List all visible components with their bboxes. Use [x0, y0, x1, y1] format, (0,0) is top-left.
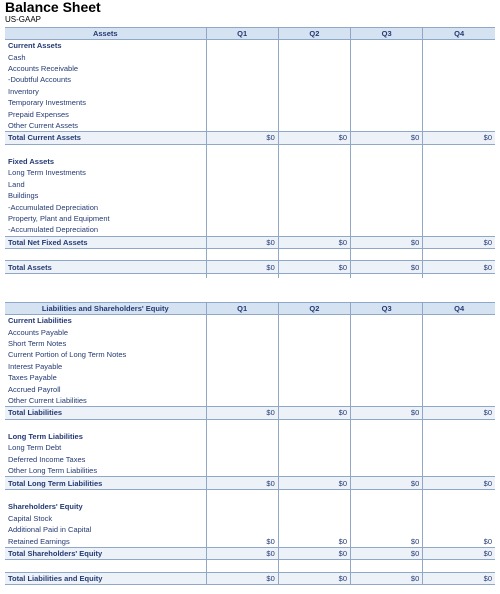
grand-total-row: [5, 572, 495, 584]
grand-total-value: $0: [423, 261, 495, 273]
cell[interactable]: [206, 63, 278, 74]
grand-total-label: Total Liabilities and Equity: [5, 572, 206, 584]
cell[interactable]: [423, 179, 495, 190]
total-value: $0: [351, 407, 423, 419]
cell[interactable]: [278, 315, 350, 327]
cell[interactable]: [278, 213, 350, 224]
cell[interactable]: [278, 97, 350, 108]
section-heading: Current Liabilities: [8, 316, 72, 326]
cell[interactable]: [351, 349, 423, 360]
cell[interactable]: [423, 213, 495, 224]
cell[interactable]: [351, 213, 423, 224]
row-label: Deferred Income Taxes: [8, 454, 86, 464]
row-label: Short Term Notes: [8, 338, 67, 348]
liabilities-header-row: [5, 303, 495, 315]
grand-total-row: [5, 261, 495, 273]
total-value: $0: [423, 477, 495, 489]
section-heading: Fixed Assets: [8, 157, 54, 167]
grand-total-value: $0: [423, 572, 495, 584]
cell[interactable]: [206, 361, 278, 372]
grand-total-value: $0: [351, 572, 423, 584]
cell[interactable]: [278, 201, 350, 212]
cell[interactable]: [423, 86, 495, 97]
table-row: [5, 120, 495, 132]
cell[interactable]: [206, 97, 278, 108]
total-row: [5, 132, 495, 144]
section-heading-row: [5, 501, 495, 512]
total-value: $0: [423, 132, 495, 144]
cell[interactable]: [423, 349, 495, 360]
page-subtitle: US-GAAP: [5, 15, 42, 24]
table-row: [5, 372, 495, 383]
total-value: $0: [423, 547, 495, 559]
section-heading: Current Assets: [8, 41, 62, 51]
total-label: Total Long Term Liabilities: [5, 477, 206, 489]
row-label: Cash: [8, 52, 26, 62]
cell[interactable]: [278, 338, 350, 349]
page-title: Balance Sheet: [5, 0, 101, 15]
cell[interactable]: [278, 361, 350, 372]
cell[interactable]: [423, 74, 495, 85]
cell[interactable]: [423, 524, 495, 535]
cell[interactable]: [278, 40, 350, 52]
cell[interactable]: [206, 326, 278, 337]
cell[interactable]: [278, 108, 350, 119]
cell[interactable]: [351, 40, 423, 52]
table-row: [5, 224, 495, 236]
spacer-row: [5, 419, 495, 431]
cell[interactable]: [423, 190, 495, 201]
total-value: $0: [206, 132, 278, 144]
spacer-row: [5, 249, 495, 261]
total-label: Total Current Assets: [5, 132, 206, 144]
table-row: [5, 454, 495, 465]
row-label: Temporary Investments: [8, 98, 86, 108]
cell[interactable]: [423, 465, 495, 477]
cell[interactable]: [278, 454, 350, 465]
cell[interactable]: [351, 315, 423, 327]
cell[interactable]: [206, 395, 278, 407]
cell[interactable]: [206, 120, 278, 132]
cell[interactable]: [206, 372, 278, 383]
table-row: [5, 63, 495, 74]
row-label: Other Current Assets: [8, 120, 79, 130]
row-label: Prepaid Expenses: [8, 109, 69, 119]
cell[interactable]: [351, 431, 423, 442]
cell[interactable]: [278, 167, 350, 178]
table-row: [5, 190, 495, 201]
spacer-row: [5, 560, 495, 572]
cell[interactable]: [206, 167, 278, 178]
table-row: [5, 97, 495, 108]
total-value: $0: [423, 236, 495, 248]
cell[interactable]: [206, 454, 278, 465]
total-value: $0: [423, 407, 495, 419]
cell[interactable]: [423, 501, 495, 512]
row-label: Taxes Payable: [8, 373, 57, 383]
row-label: Other Current Liabilities: [8, 395, 87, 405]
cell[interactable]: [423, 40, 495, 52]
total-value: $0: [206, 236, 278, 248]
assets-header-row: [5, 28, 495, 40]
cell[interactable]: [351, 513, 423, 524]
section-heading: Shareholders' Equity: [8, 502, 83, 512]
cell[interactable]: [423, 224, 495, 236]
cell[interactable]: [351, 442, 423, 453]
row-label: Property, Plant and Equipment: [8, 214, 110, 224]
cell[interactable]: [423, 383, 495, 394]
cell[interactable]: [278, 120, 350, 132]
cell[interactable]: [351, 524, 423, 535]
cell[interactable]: [423, 108, 495, 119]
cell[interactable]: [206, 524, 278, 535]
cell[interactable]: [351, 338, 423, 349]
cell[interactable]: [278, 179, 350, 190]
row-label: -Doubtful Accounts: [8, 75, 71, 85]
quarter-header: Q3: [351, 303, 423, 315]
cell[interactable]: [423, 120, 495, 132]
quarter-header: Q4: [423, 303, 495, 315]
spacer-row: [5, 144, 495, 156]
grand-total-label: Total Assets: [5, 261, 206, 273]
total-value: $0: [351, 132, 423, 144]
row-label: Accrued Payroll: [8, 384, 61, 394]
cell[interactable]: [278, 513, 350, 524]
cell[interactable]: [278, 383, 350, 394]
cell[interactable]: [278, 501, 350, 512]
total-value: $0: [278, 132, 350, 144]
cell[interactable]: [206, 513, 278, 524]
total-row: [5, 547, 495, 559]
cell[interactable]: [351, 63, 423, 74]
retained-earnings-value[interactable]: $0: [206, 535, 278, 547]
cell[interactable]: [278, 395, 350, 407]
cell[interactable]: [206, 349, 278, 360]
cell[interactable]: [206, 40, 278, 52]
cell[interactable]: [423, 201, 495, 212]
section-heading-row: [5, 156, 495, 167]
cell[interactable]: [351, 395, 423, 407]
retained-earnings-value[interactable]: $0: [423, 535, 495, 547]
retained-earnings-value[interactable]: $0: [278, 535, 350, 547]
quarter-header: Q2: [278, 303, 350, 315]
cell[interactable]: [278, 442, 350, 453]
cell[interactable]: [206, 431, 278, 442]
grand-total-value: $0: [206, 572, 278, 584]
quarter-header: Q1: [206, 303, 278, 315]
section-heading-row: [5, 431, 495, 442]
cell[interactable]: [423, 326, 495, 337]
cell[interactable]: [206, 108, 278, 119]
cell[interactable]: [423, 315, 495, 327]
total-row: [5, 407, 495, 419]
cell[interactable]: [278, 465, 350, 477]
cell[interactable]: [206, 190, 278, 201]
cell[interactable]: [278, 326, 350, 337]
cell[interactable]: [351, 372, 423, 383]
cell[interactable]: [206, 213, 278, 224]
cell[interactable]: [206, 224, 278, 236]
quarter-header: Q1: [206, 28, 278, 40]
cell[interactable]: [278, 63, 350, 74]
cell[interactable]: [351, 465, 423, 477]
grand-total-value: $0: [206, 261, 278, 273]
cell[interactable]: [351, 156, 423, 167]
table-row: [5, 383, 495, 394]
cell[interactable]: [206, 465, 278, 477]
cell[interactable]: [206, 86, 278, 97]
liabilities-header: Liabilities and Shareholders' Equity: [5, 303, 206, 315]
table-row: [5, 535, 495, 547]
row-label: Capital Stock: [8, 513, 53, 523]
table-row: [5, 74, 495, 85]
table-row: [5, 213, 495, 224]
assets-table: [5, 27, 495, 278]
section-heading-row: [5, 315, 495, 327]
total-value: $0: [278, 407, 350, 419]
grand-total-value: $0: [278, 261, 350, 273]
total-value: $0: [351, 547, 423, 559]
cell[interactable]: [278, 431, 350, 442]
table-row: [5, 442, 495, 453]
retained-earnings-value[interactable]: $0: [351, 535, 423, 547]
total-row: [5, 236, 495, 248]
total-label: Total Net Fixed Assets: [5, 236, 206, 248]
cell[interactable]: [351, 120, 423, 132]
section-heading-row: [5, 40, 495, 52]
total-value: $0: [278, 547, 350, 559]
cell[interactable]: [206, 179, 278, 190]
cell[interactable]: [423, 361, 495, 372]
cell[interactable]: [278, 372, 350, 383]
cell[interactable]: [278, 51, 350, 62]
cell[interactable]: [206, 338, 278, 349]
table-row: [5, 51, 495, 62]
total-value: $0: [278, 477, 350, 489]
cell[interactable]: [423, 338, 495, 349]
cell[interactable]: [423, 167, 495, 178]
table-row: [5, 338, 495, 349]
row-label: Interest Payable: [8, 361, 63, 371]
table-row: [5, 513, 495, 524]
row-label: Current Portion of Long Term Notes: [8, 350, 127, 360]
total-value: $0: [206, 547, 278, 559]
cell[interactable]: [206, 156, 278, 167]
cell[interactable]: [351, 86, 423, 97]
table-row: [5, 395, 495, 407]
cell[interactable]: [206, 74, 278, 85]
total-label: Total Liabilities: [5, 407, 206, 419]
cell[interactable]: [278, 224, 350, 236]
row-label: Accounts Payable: [8, 327, 69, 337]
liabilities-table: [5, 302, 495, 585]
row-label: Land: [8, 179, 25, 189]
cell[interactable]: [206, 383, 278, 394]
total-value: $0: [206, 407, 278, 419]
row-label: Long Term Debt: [8, 443, 62, 453]
table-row: [5, 361, 495, 372]
cell[interactable]: [206, 442, 278, 453]
cell[interactable]: [423, 51, 495, 62]
table-row: [5, 349, 495, 360]
cell[interactable]: [351, 501, 423, 512]
row-label: -Accumulated Depreciation: [8, 225, 99, 235]
row-label: Buildings: [8, 191, 39, 201]
quarter-header: Q4: [423, 28, 495, 40]
grand-total-value: $0: [351, 261, 423, 273]
cell[interactable]: [206, 201, 278, 212]
total-label: Total Shareholders' Equity: [5, 547, 206, 559]
cell[interactable]: [351, 326, 423, 337]
cell[interactable]: [423, 442, 495, 453]
cell[interactable]: [351, 51, 423, 62]
total-value: $0: [206, 477, 278, 489]
cell[interactable]: [206, 315, 278, 327]
cell[interactable]: [351, 97, 423, 108]
cell[interactable]: [423, 63, 495, 74]
table-row: [5, 86, 495, 97]
cell[interactable]: [351, 74, 423, 85]
assets-header: Assets: [5, 28, 206, 40]
row-label: Long Term Investments: [8, 168, 86, 178]
total-value: $0: [278, 236, 350, 248]
quarter-header: Q3: [351, 28, 423, 40]
cell[interactable]: [351, 383, 423, 394]
cell[interactable]: [351, 179, 423, 190]
cell[interactable]: [351, 454, 423, 465]
total-row: [5, 477, 495, 489]
cell[interactable]: [278, 156, 350, 167]
cell[interactable]: [351, 224, 423, 236]
cell[interactable]: [351, 201, 423, 212]
cell[interactable]: [206, 51, 278, 62]
cell[interactable]: [351, 361, 423, 372]
table-row: [5, 201, 495, 212]
cell[interactable]: [351, 190, 423, 201]
cell[interactable]: [278, 190, 350, 201]
table-row: [5, 167, 495, 178]
cell[interactable]: [423, 431, 495, 442]
total-value: $0: [351, 236, 423, 248]
row-label: -Accumulated Depreciation: [8, 202, 99, 212]
section-heading: Long Term Liabilities: [8, 432, 83, 442]
table-row: [5, 108, 495, 119]
cell[interactable]: [423, 395, 495, 407]
table-row: [5, 465, 495, 477]
quarter-header: Q2: [278, 28, 350, 40]
cell[interactable]: [423, 156, 495, 167]
row-label: Retained Earnings: [8, 536, 70, 546]
cell[interactable]: [423, 372, 495, 383]
total-value: $0: [351, 477, 423, 489]
cell[interactable]: [278, 524, 350, 535]
row-label: Inventory: [8, 86, 39, 96]
cell[interactable]: [423, 454, 495, 465]
grand-total-value: $0: [278, 572, 350, 584]
cell[interactable]: [423, 513, 495, 524]
cell[interactable]: [351, 108, 423, 119]
cell[interactable]: [278, 86, 350, 97]
cell[interactable]: [351, 167, 423, 178]
cell[interactable]: [278, 74, 350, 85]
cell[interactable]: [423, 97, 495, 108]
table-row: [5, 524, 495, 535]
table-row: [5, 326, 495, 337]
cell[interactable]: [278, 349, 350, 360]
row-label: Accounts Receivable: [8, 63, 79, 73]
row-label: Other Long Term Liabilities: [8, 466, 98, 476]
table-row: [5, 179, 495, 190]
cell[interactable]: [206, 501, 278, 512]
row-label: Additional Paid in Capital: [8, 525, 92, 535]
spacer-row: [5, 489, 495, 501]
